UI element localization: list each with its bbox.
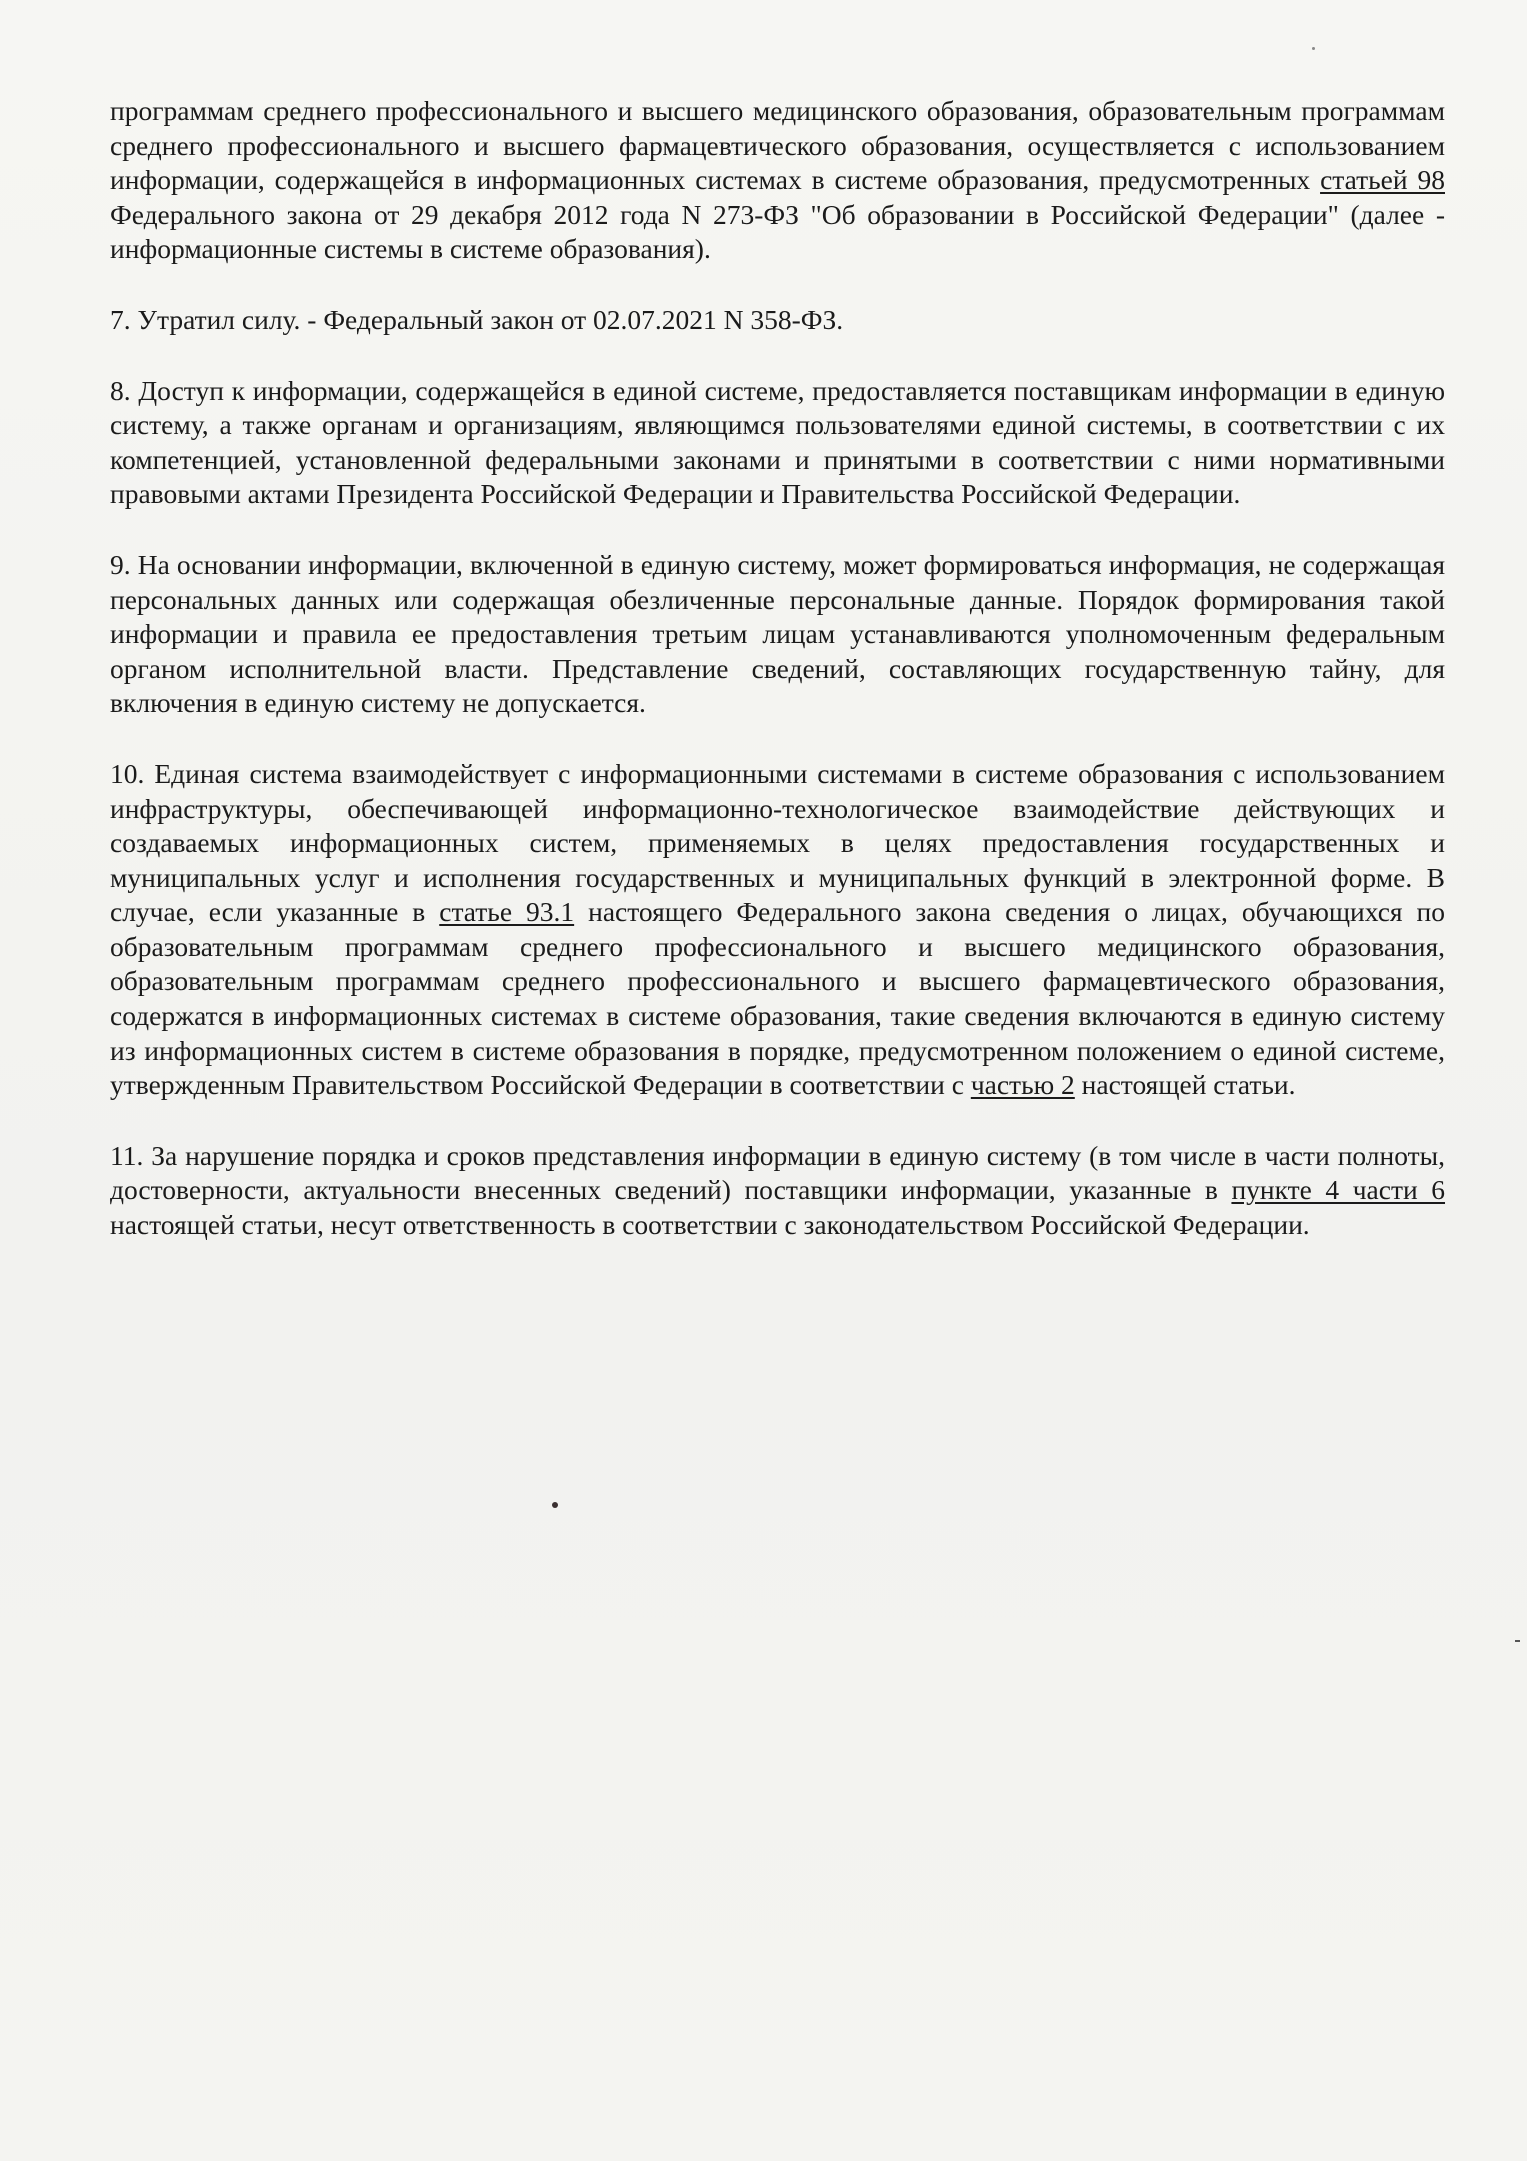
paragraph-text: 10. Единая система взаимодействует с информационными системами в системе образования с использованием инфраструктуры, обеспечивающей информационно-технологическое взаимодействие действующих и создаваемых информационных систем, применяемых в целях предоставления государственных и муниципальных услуг и исполнения государственных и муниципальных функций в электронной форме. В случае, если указанные в [110,757,1445,928]
paragraph-7: 7. Утратил силу. - Федеральный закон от 02.07.2021 N 358-ФЗ. [110,303,844,335]
paragraph-11 [110,1139,1445,1243]
scan-dash [1515,1640,1520,1642]
scan-dot [552,1502,558,1508]
link-article-98[interactable]: статьей 98 [1320,164,1445,196]
link-article-93-1[interactable]: статье 93.1 [439,896,575,928]
paragraph-8: 8. Доступ к информации, содержащейся в единой системе, предоставляется поставщикам информации в единую систему, а также органам и организациям, являющимся пользователями единой системы, в соответствии с их компетенцией, установленной федеральными законами и принятыми в соответствии с ними нормативными правовыми актами Президента Российской Федерации и Правительства Российской Федерации. [110,374,1445,510]
paragraph-text: программам среднего профессионального и высшего медицинского образования, образовательным программам среднего профессионального и высшего фармацевтического образования, осуществляется с использованием информации, содержащейся в информационных системах в системе образования, предусмотренных [110,95,1445,196]
document-body [110,94,1445,1279]
paragraph-text: настоящей статьи. [1074,1069,1296,1101]
paragraph-text: настоящего Федерального закона сведения о лицах, обучающихся по образовательным программам среднего профессионального и высшего медицинского образования, образовательным программам среднего профессионального и высшего фармацевтического образования, содержатся в информационных системах в системе образования, такие сведения включаются в единую систему из информационных систем в системе образования в порядке, предусмотренном положением о единой системе, утвержденным Правительством Российской Федерации в соответствии с [110,896,1446,1101]
paragraph-10 [110,757,1445,1103]
paragraph-9: 9. На основании информации, включенной в единую систему, может формироваться информация, не содержащая персональных данных или содержащая обезличенные персональные данные. Порядок формирования такой информации и правила ее предоставления третьим лицам устанавливаются уполномоченным федеральным органом исполнительной власти. Представление сведений, составляющих государственную тайну, для включения в единую систему не допускается. [110,548,1445,719]
paragraph-text: 11. За нарушение порядка и сроков представления информации в единую систему (в том числе в части полноты, достоверности, актуальности внесенных сведений) поставщики информации, указанные в [110,1139,1445,1206]
link-clause-4-part-6[interactable]: пункте 4 части 6 [1231,1174,1446,1206]
paragraph-6-continuation [110,94,1445,267]
scan-speck [1312,47,1315,50]
link-part-2[interactable]: частью 2 [970,1069,1075,1101]
paragraph-text: Федерального закона от 29 декабря 2012 года N 273-ФЗ "Об образовании в Российской Федерации" (далее - информационные системы в системе образования). [110,198,1445,265]
paragraph-text: настоящей статьи, несут ответственность в соответствии с законодательством Российской Федерации. [110,1209,1310,1241]
